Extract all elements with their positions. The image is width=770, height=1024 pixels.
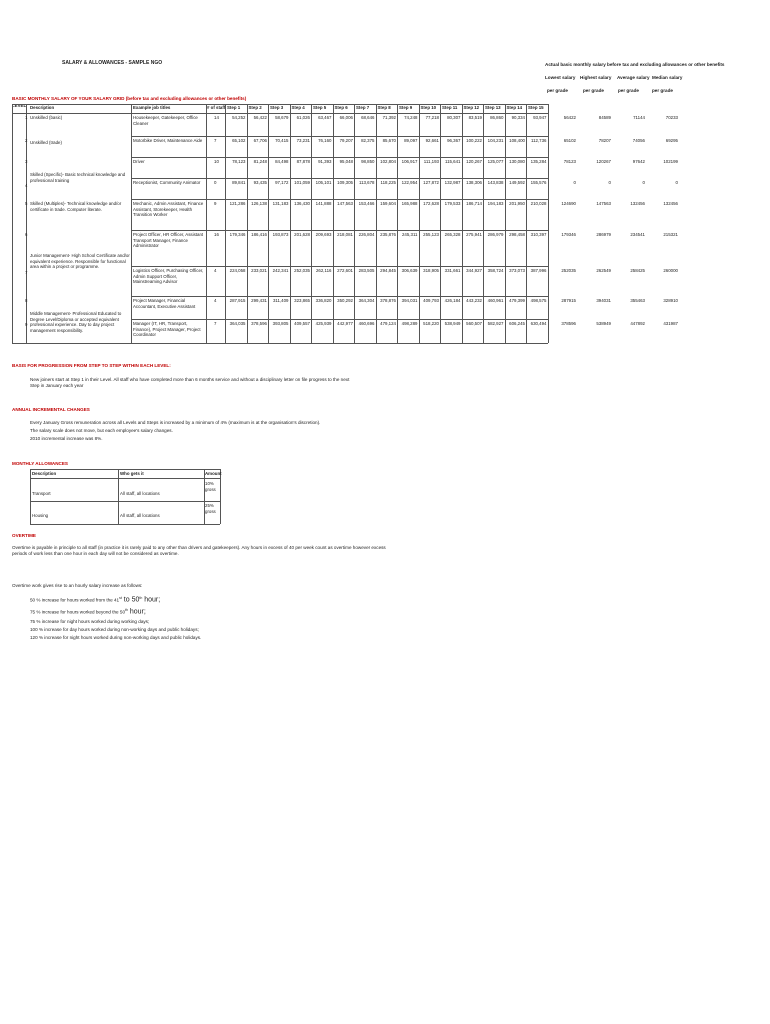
- row-9-actual-3: 447892: [630, 321, 645, 326]
- row-4-step-13: 143,838: [487, 180, 504, 185]
- row-5-step-5: 141,888: [315, 201, 332, 206]
- row-1-actual-3: 71144: [633, 115, 645, 120]
- header-step-9: Step 9: [399, 105, 413, 110]
- row-9-step-4: 409,557: [294, 321, 310, 326]
- row-1-step-7: 68,646: [361, 115, 375, 120]
- row-8-step-13: 460,961: [487, 298, 504, 303]
- row-level-9: 9: [25, 322, 28, 327]
- row-2-step-9: 89,097: [404, 138, 418, 143]
- overtime-item-post: hour;: [142, 596, 161, 604]
- row-6-step-2: 186,416: [251, 232, 267, 237]
- row-5-step-4: 136,430: [294, 201, 310, 206]
- row-8-actual-3: 355463: [630, 298, 645, 303]
- row-staff-7: 4: [214, 268, 217, 273]
- row-8-step-2: 299,431: [251, 298, 267, 303]
- progression-title: BASIS FOR PROGRESSION FROM STEP TO STEP WITHIN EACH LEVEL:: [12, 363, 171, 368]
- row-9-step-10: 518,220: [423, 321, 439, 326]
- row-3-actual-4: 102199: [663, 159, 678, 164]
- row-5-step-8: 159,604: [380, 201, 396, 206]
- row-9-step-5: 425,939: [315, 321, 332, 326]
- row-2-actual-4: 69295: [665, 138, 678, 143]
- allow-header-who: Who gets it: [120, 471, 144, 476]
- row-7-step-5: 262,116: [315, 268, 332, 273]
- row-1-step-9: 74,248: [404, 115, 418, 120]
- row-9-actual-2: 538949: [596, 321, 611, 326]
- row-3-step-10: 111,193: [423, 159, 439, 164]
- allow-housing-amount: 25% gross: [205, 503, 216, 514]
- row-9-step-7: 460,696: [358, 321, 375, 326]
- row-4-step-7: 113,678: [358, 180, 375, 185]
- row-9-step-8: 479,124: [380, 321, 396, 326]
- row-4-actual-4: 0: [675, 180, 678, 185]
- row-jobs-7: Logistics Officer, Purchasing Officer, Admin Support Officer, Mainstreaming Advisor: [133, 268, 204, 285]
- row-3-step-13: 125,077: [487, 159, 504, 164]
- row-2-step-8: 85,670: [382, 138, 396, 143]
- row-7-step-1: 224,058: [229, 268, 246, 273]
- grid-line: [131, 296, 548, 297]
- actual-sub-lowest: per grade: [547, 88, 568, 93]
- row-6-actual-4: 215321: [663, 232, 678, 237]
- row-staff-5: 9: [214, 201, 217, 206]
- row-jobs-9: Manager (IT, HR, Transport, Finance), Project Manager, Project Coordinator: [133, 321, 201, 338]
- row-5-step-3: 131,183: [272, 201, 289, 206]
- actual-col-lowest: Lowest salary: [545, 75, 576, 80]
- row-4-step-3: 97,172: [275, 180, 289, 185]
- row-description-2: Unskilled (trade): [30, 140, 62, 145]
- header-step-12: Step 12: [463, 105, 480, 110]
- row-4-step-5: 105,101: [315, 180, 332, 185]
- row-6-step-3: 193,873: [272, 232, 289, 237]
- row-1-step-5: 63,467: [318, 115, 332, 120]
- row-2-step-2: 67,706: [253, 138, 267, 143]
- overtime-item: [30, 595, 160, 604]
- overtime-item: [30, 627, 199, 633]
- row-6-step-15: 310,397: [530, 232, 547, 237]
- annual-line-3: 2010 incremental increase was 8%.: [30, 436, 103, 441]
- row-6-actual-2: 286979: [596, 232, 611, 237]
- header-step-7: Step 7: [356, 105, 370, 110]
- grid-line: [12, 113, 548, 114]
- allow-transport-amount: 10% gross: [205, 481, 216, 492]
- row-2-step-3: 70,415: [275, 138, 289, 143]
- row-jobs-4: Receptionist, Community Animator: [133, 180, 201, 185]
- row-6-step-8: 235,876: [380, 232, 396, 237]
- row-staff-2: 7: [214, 138, 217, 143]
- row-1-actual-1: 56422: [563, 115, 576, 120]
- row-6-actual-3: 234541: [630, 232, 645, 237]
- grid-line: [12, 343, 548, 344]
- row-jobs-2: Motorbike Driver, Maintenance Aide: [133, 138, 203, 143]
- row-3-step-9: 106,917: [401, 159, 418, 164]
- overtime-title: OVERTIME: [12, 533, 36, 538]
- row-3-step-2: 81,248: [253, 159, 267, 164]
- row-level-8: 8: [25, 298, 28, 303]
- actual-sub-average: per grade: [618, 88, 639, 93]
- row-1-step-14: 90,334: [511, 115, 525, 120]
- overtime-item-pre: 100 % increase for day hours worked during non-working days and public holidays;: [30, 627, 199, 632]
- header-step-8: Step 8: [377, 105, 391, 110]
- row-9-step-3: 393,805: [272, 321, 289, 326]
- row-description-5: Skilled (Multiples)- Technical knowledge and/or certificate in trade. Computer literate.: [30, 201, 122, 212]
- overtime-item-pre: 75 % increase for hours worked beyond the 50: [30, 609, 125, 615]
- row-staff-6: 16: [214, 232, 219, 237]
- header-step-15: Step 15: [528, 105, 544, 110]
- row-3-actual-2: 120267: [596, 159, 611, 164]
- row-8-step-10: 409,793: [423, 298, 439, 303]
- row-level-5: 5: [25, 201, 28, 206]
- row-3-step-1: 78,123: [232, 159, 246, 164]
- row-7-step-14: 373,073: [509, 268, 525, 273]
- row-6-step-11: 265,328: [444, 232, 461, 237]
- row-5-actual-2: 147563: [596, 201, 611, 206]
- grid-line: [12, 104, 13, 343]
- row-1-actual-2: 84589: [598, 115, 611, 120]
- row-2-step-1: 65,102: [232, 138, 246, 143]
- row-8-step-9: 394,031: [401, 298, 418, 303]
- row-description-9: Middle Management- Professional Educated to Degree Level/Diploma or accepted equivalent professional experience. Day to day project management responsibility.: [30, 311, 122, 333]
- allow-header-description: Description: [32, 471, 57, 476]
- allow-housing-who: All staff, all locations: [120, 513, 160, 518]
- header-step-1: Step 1: [227, 105, 241, 110]
- row-staff-9: 7: [214, 321, 217, 326]
- row-5-step-11: 179,533: [444, 201, 461, 206]
- row-3-step-8: 102,804: [380, 159, 396, 164]
- row-8-step-4: 323,865: [294, 298, 310, 303]
- overtime-item: [30, 635, 201, 641]
- row-5-step-9: 165,988: [401, 201, 418, 206]
- grid-line: [131, 104, 132, 343]
- row-9-step-12: 560,507: [466, 321, 482, 326]
- row-jobs-1: Housekeeper, Gatekeeper, Office Cleaner: [133, 115, 198, 126]
- row-7-actual-1: 252035: [561, 268, 576, 273]
- allowances-table: [30, 469, 220, 525]
- row-8-step-14: 479,399: [509, 298, 525, 303]
- row-7-step-9: 306,639: [401, 268, 418, 273]
- row-6-step-14: 298,458: [509, 232, 525, 237]
- row-8-actual-2: 394031: [596, 298, 611, 303]
- row-7-step-7: 283,505: [358, 268, 375, 273]
- row-3-step-6: 95,048: [339, 159, 353, 164]
- annual-line-2: The salary scale does not move, but each employee's salary changes.: [30, 428, 173, 433]
- overtime-item-sup2: th: [139, 596, 143, 600]
- row-8-actual-1: 287915: [561, 298, 576, 303]
- document-title: SALARY & ALLOWANCES - SAMPLE NGO: [62, 60, 163, 66]
- progression-text: New joiners start at Step 1 in their Level. All staff who have completed more than 6 months service and without a disciplinary letter on file progress to the next Step in January each year: [30, 377, 350, 388]
- row-description-1: Unskilled (basic): [30, 115, 63, 120]
- header-step-10: Step 10: [420, 105, 437, 110]
- row-7-step-12: 344,927: [466, 268, 482, 273]
- grid-line: [131, 157, 548, 158]
- row-3-step-12: 120,267: [466, 159, 482, 164]
- row-7-step-3: 242,341: [272, 268, 289, 273]
- row-2-step-12: 100,222: [466, 138, 482, 143]
- row-6-step-4: 201,628: [294, 232, 310, 237]
- row-1-step-12: 83,519: [468, 115, 482, 120]
- row-7-actual-4: 260000: [663, 268, 678, 273]
- row-7-step-4: 252,035: [294, 268, 310, 273]
- salary-grid: [0, 0, 770, 340]
- grid-line: [131, 230, 548, 231]
- allow-housing-description: Housing: [32, 513, 49, 518]
- row-2-actual-3: 74056: [632, 138, 645, 143]
- actual-col-median: Median salary: [652, 75, 683, 80]
- row-8-step-15: 498,575: [530, 298, 547, 303]
- row-7-step-8: 294,845: [380, 268, 396, 273]
- row-8-step-12: 443,232: [466, 298, 482, 303]
- row-3-step-4: 87,878: [296, 159, 310, 164]
- header-description: Description: [30, 105, 55, 110]
- row-jobs-8: Project Manager, Financial Accountant, Executive Assistant: [133, 298, 196, 309]
- row-1-step-13: 86,860: [490, 115, 504, 120]
- header-step-11: Step 11: [442, 105, 458, 110]
- row-2-actual-2: 78207: [598, 138, 611, 143]
- row-7-step-6: 272,601: [337, 268, 353, 273]
- allow-header-amount: Amount: [205, 471, 222, 476]
- row-3-step-14: 130,080: [509, 159, 525, 164]
- row-9-actual-4: 431987: [663, 321, 678, 326]
- row-4-step-1: 89,841: [232, 180, 246, 185]
- row-5-step-2: 126,138: [251, 201, 267, 206]
- header-step-14: Step 14: [506, 105, 523, 110]
- row-2-step-11: 96,367: [447, 138, 461, 143]
- basis-title: BASIC MONTHLY SALARY OF YOUR SALARY GRID (before tax and excluding allowances or other benefits): [12, 96, 247, 101]
- row-3-step-11: 115,641: [444, 159, 461, 164]
- row-1-step-10: 77,218: [425, 115, 439, 120]
- row-level-4: 4: [25, 183, 28, 188]
- row-6-step-13: 286,979: [487, 232, 504, 237]
- header-example-jobs: Example job titles: [133, 105, 171, 110]
- header-step-5: Step 5: [313, 105, 327, 110]
- row-3-actual-1: 78123: [563, 159, 576, 164]
- grid-line: [12, 104, 548, 105]
- row-3-actual-3: 97642: [632, 159, 645, 164]
- header-num-staff: # of staff: [207, 105, 226, 110]
- row-5-step-15: 210,028: [530, 201, 547, 206]
- allowances-title: MONTHLY ALLOWANCES: [12, 461, 68, 466]
- row-5-actual-1: 124690: [561, 201, 576, 206]
- row-level-6: 6: [25, 232, 28, 237]
- row-4-step-9: 122,954: [401, 180, 418, 185]
- header-step-2: Step 2: [248, 105, 262, 110]
- row-8-step-11: 426,184: [444, 298, 461, 303]
- row-6-step-1: 179,346: [229, 232, 246, 237]
- row-staff-1: 14: [214, 115, 219, 120]
- row-1-step-3: 58,679: [275, 115, 289, 120]
- row-4-actual-3: 0: [642, 180, 645, 185]
- row-level-2: 2: [25, 138, 28, 143]
- row-9-step-13: 582,927: [487, 321, 504, 326]
- row-4-actual-2: 0: [608, 180, 611, 185]
- overtime-item-post: hour;: [127, 608, 146, 616]
- row-3-step-3: 84,498: [275, 159, 289, 164]
- row-3-step-7: 98,850: [361, 159, 375, 164]
- grid-line: [131, 136, 548, 137]
- row-9-step-11: 538,949: [444, 321, 461, 326]
- overtime-item: [30, 619, 149, 625]
- row-level-3: 3: [25, 159, 28, 164]
- row-9-step-1: 364,035: [229, 321, 246, 326]
- row-5-step-6: 147,563: [337, 201, 353, 206]
- row-description-7: Junior Management- High School Certificate and/or equivalent experience. Responsible for functional area within a project or programme.: [30, 253, 130, 270]
- row-1-step-4: 61,026: [296, 115, 310, 120]
- actual-salary-header: Actual basic monthly salary before tax and excluding allowances or other benefits: [545, 62, 725, 67]
- row-level-1: 1: [25, 115, 28, 120]
- row-1-actual-4: 70233: [665, 115, 678, 120]
- overtime-intro: Overtime work gives rise to an hourly salary increase as follows:: [12, 583, 143, 588]
- row-2-step-5: 76,160: [318, 138, 332, 143]
- row-2-step-10: 92,661: [425, 138, 439, 143]
- row-staff-8: 4: [214, 298, 217, 303]
- row-4-actual-1: 0: [573, 180, 576, 185]
- header-level: LEVEL: [12, 103, 27, 108]
- overtime-item-pre: 50 % increase for hours worked from the 41: [30, 597, 120, 603]
- row-7-step-15: 387,996: [530, 268, 547, 273]
- row-6-step-9: 245,311: [401, 232, 418, 237]
- header-step-4: Step 4: [291, 105, 305, 110]
- row-2-step-14: 108,400: [509, 138, 525, 143]
- row-2-actual-1: 65102: [563, 138, 576, 143]
- row-4-step-14: 149,592: [509, 180, 525, 185]
- row-5-step-14: 201,950: [509, 201, 525, 206]
- row-5-actual-4: 132456: [663, 201, 678, 206]
- row-9-actual-1: 378596: [561, 321, 576, 326]
- row-7-step-10: 318,905: [423, 268, 439, 273]
- row-1-step-15: 93,947: [533, 115, 547, 120]
- overtime-item-sup1: st: [119, 596, 122, 600]
- annual-title: ANNUAL INCREMENTAL CHANGES: [12, 407, 90, 412]
- row-5-step-12: 186,714: [466, 201, 482, 206]
- row-6-actual-1: 179346: [561, 232, 576, 237]
- header-step-3: Step 3: [270, 105, 284, 110]
- annual-line-1: Every January Gross remuneration across all Levels and Steps is increased by a minimum of 4% (maximum is at the organisation's discretion).: [30, 420, 321, 425]
- grid-line: [131, 319, 548, 320]
- row-jobs-6: Project Officer, HR Officer, Assistant Transport Manager, Finance Administrator: [133, 232, 204, 249]
- grid-line: [131, 199, 548, 200]
- row-5-actual-3: 132456: [630, 201, 645, 206]
- row-8-step-1: 287,915: [229, 298, 246, 303]
- row-8-step-3: 311,409: [272, 298, 289, 303]
- row-jobs-3: Driver: [133, 159, 145, 164]
- row-staff-3: 10: [214, 159, 219, 164]
- overtime-item-pre: 120 % increase for night hours worked during non-working days and public holidays.: [30, 635, 202, 640]
- grid-line: [131, 266, 548, 267]
- row-6-step-6: 218,081: [337, 232, 353, 237]
- row-4-step-15: 155,576: [530, 180, 547, 185]
- row-5-step-7: 153,466: [358, 201, 375, 206]
- row-2-step-4: 73,231: [296, 138, 310, 143]
- actual-col-highest: Highest salary: [580, 75, 612, 80]
- overtime-item-pre: 75 % increase for night hours worked during working days;: [30, 619, 150, 624]
- row-5-step-13: 194,183: [487, 201, 504, 206]
- row-description-4: Skilled (Specific)- Basic technical knowledge and professional training: [30, 172, 126, 183]
- row-9-step-9: 498,289: [401, 321, 418, 326]
- row-2-step-6: 79,207: [339, 138, 353, 143]
- row-7-actual-2: 262549: [596, 268, 611, 273]
- row-level-7: 7: [25, 270, 28, 275]
- row-4-step-8: 118,225: [380, 180, 396, 185]
- row-9-step-15: 630,494: [530, 321, 547, 326]
- row-4-step-4: 101,059: [294, 180, 310, 185]
- row-6-step-5: 209,693: [315, 232, 332, 237]
- grid-line: [131, 178, 548, 179]
- row-3-step-5: 91,393: [318, 159, 332, 164]
- row-8-step-7: 364,304: [358, 298, 375, 303]
- row-4-step-11: 132,987: [444, 180, 461, 185]
- overtime-item-mid: to 50: [121, 596, 140, 604]
- row-1-step-8: 71,392: [382, 115, 396, 120]
- row-9-step-14: 606,245: [509, 321, 525, 326]
- row-4-step-12: 138,306: [466, 180, 482, 185]
- overtime-item: [30, 607, 146, 616]
- row-9-step-6: 442,977: [337, 321, 353, 326]
- actual-sub-median: per grade: [652, 88, 673, 93]
- row-4-step-10: 127,872: [423, 180, 439, 185]
- row-5-step-10: 172,628: [423, 201, 439, 206]
- row-7-step-13: 358,724: [487, 268, 504, 273]
- row-2-step-15: 112,736: [530, 138, 547, 143]
- row-4-step-6: 109,305: [337, 180, 353, 185]
- row-1-step-6: 66,006: [339, 115, 353, 120]
- row-3-step-15: 135,284: [530, 159, 547, 164]
- overtime-text: Overtime is payable in principle to all staff (in practice it is rarely paid to any other than drivers and gatekeepers). Any hours in excess of 40 per week count as overtime however excess periods of work less than one hour in each day will not be considered as overtime.: [12, 545, 386, 556]
- row-jobs-5: Mechanic, Admin Assistant, Finance Assistant, Storekeeper, Health Transition Worker: [133, 201, 204, 218]
- grid-line: [206, 104, 207, 343]
- row-1-step-11: 80,307: [447, 115, 461, 120]
- row-7-actual-3: 258425: [630, 268, 645, 273]
- row-6-step-12: 275,941: [466, 232, 482, 237]
- row-2-step-7: 82,375: [361, 138, 375, 143]
- row-6-step-10: 255,123: [423, 232, 439, 237]
- allow-transport-who: All staff, all locations: [120, 491, 160, 496]
- row-4-step-2: 93,435: [253, 180, 267, 185]
- row-2-step-13: 104,231: [487, 138, 504, 143]
- allow-transport-description: Transport: [32, 491, 51, 496]
- header-step-6: Step 6: [334, 105, 348, 110]
- row-8-step-8: 378,876: [380, 298, 396, 303]
- row-staff-4: 0: [214, 180, 217, 185]
- actual-sub-highest: per grade: [583, 88, 604, 93]
- row-7-step-2: 233,021: [251, 268, 267, 273]
- row-9-step-2: 378,596: [251, 321, 267, 326]
- actual-col-average: Average salary: [617, 75, 650, 80]
- row-6-step-7: 226,804: [358, 232, 375, 237]
- row-8-step-6: 350,292: [337, 298, 353, 303]
- row-1-step-2: 56,422: [253, 115, 267, 120]
- row-7-step-11: 331,661: [444, 268, 461, 273]
- row-1-step-1: 54,252: [232, 115, 246, 120]
- row-8-actual-4: 328910: [663, 298, 678, 303]
- row-5-step-1: 121,286: [229, 201, 246, 206]
- row-8-step-5: 336,820: [315, 298, 332, 303]
- overtime-item-sup1: th: [125, 608, 128, 612]
- header-step-13: Step 13: [485, 105, 501, 110]
